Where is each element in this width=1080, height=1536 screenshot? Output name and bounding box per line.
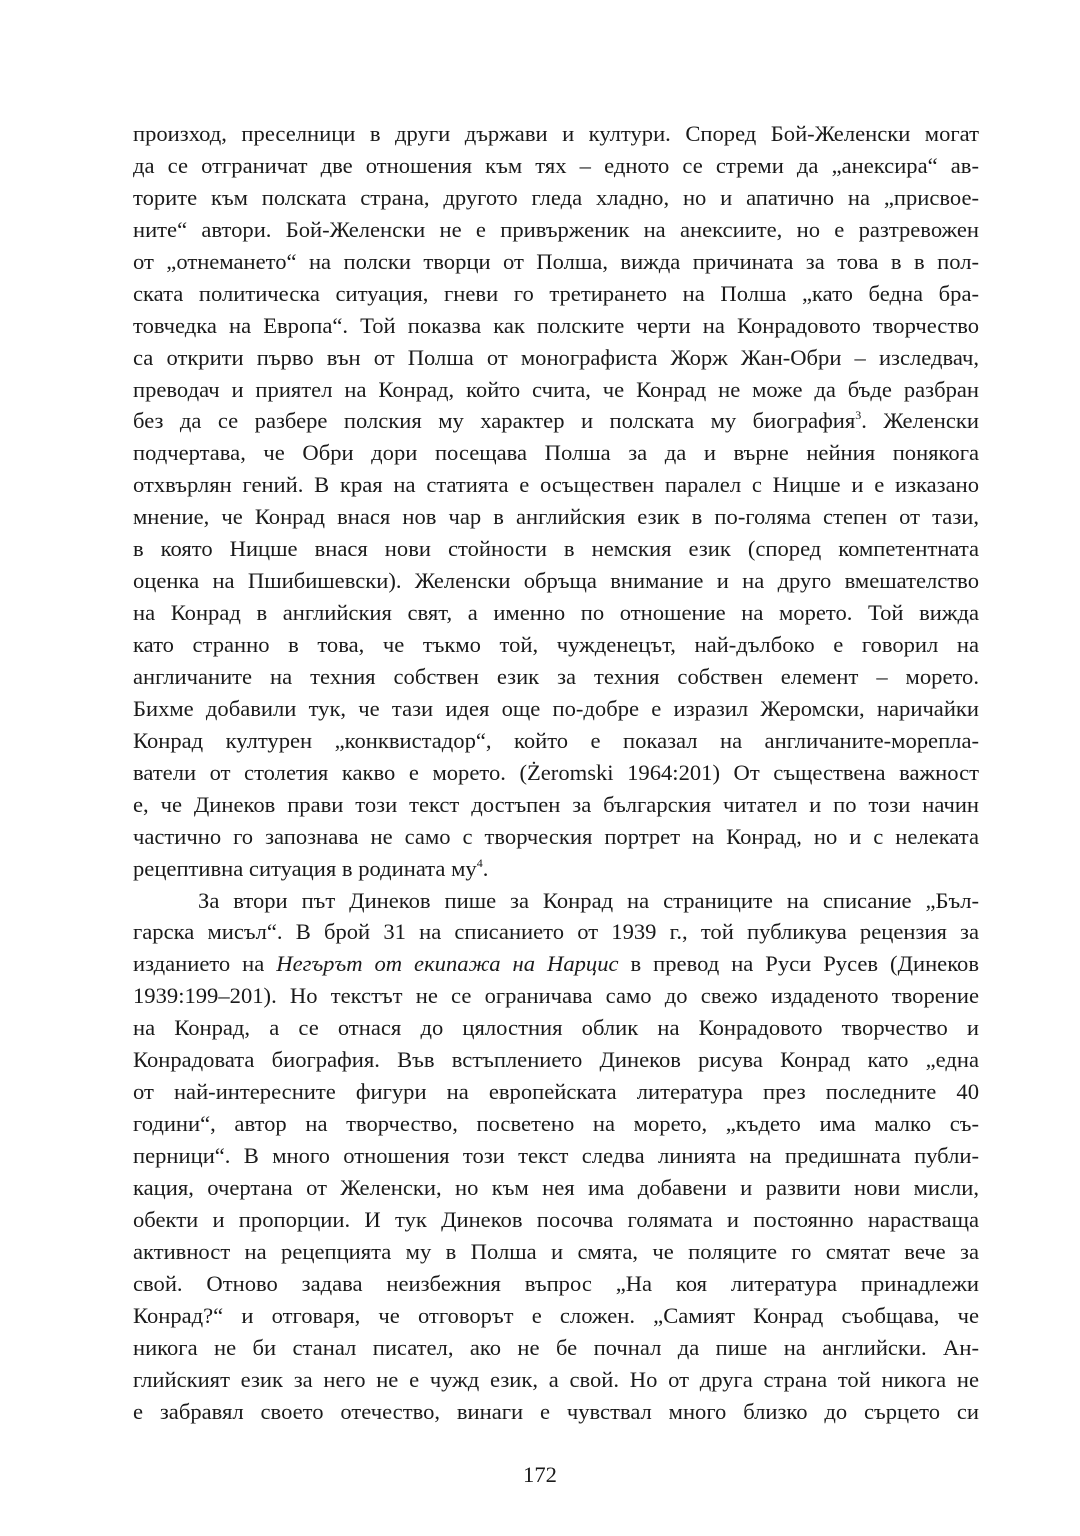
text-line: от най-интересните фигури на европейската литература през последните 40 [133, 1079, 979, 1105]
text-line-with-title [133, 948, 979, 980]
text-line: кация, очертана от Желенски, но към нея има добавени и развити нови мисли, [133, 1174, 979, 1200]
text-line: активност на рецепцията му в Полша и смята, че поляците го смятат вече за [133, 1238, 979, 1264]
text-line: свой. Отново задава неизбежния въпрос „На коя литература принадлежи [133, 1270, 979, 1296]
line-tail: в превод на Руси Русев (Динеков [618, 951, 979, 977]
text-line: обекти и пропорции. И тук Динеков посочва голямата и постоянно нарастваща [133, 1206, 979, 1232]
line-tail: . Желенски [861, 408, 979, 434]
text-line: мнение, че Конрад внася нов чар в английския език в по-голяма степен от тази, [133, 504, 979, 530]
text-line: преводач и приятел на Конрад, който счита, че Конрад не може да бъде разбран [133, 376, 979, 402]
text-line: 1939:199–201). Но текстът не се ограничава само до свежо издаденото творение [133, 983, 979, 1009]
text-line: товчедка на Европа“. Той показва как полските черти на Конрадовото творчество [133, 312, 979, 338]
text-line: оценка на Пшибишевски). Желенски обръща внимание и на друго вмешателство [133, 568, 979, 594]
text-line: Конрадовата биография. Във встъплението Динеков рисува Конрад като „една [133, 1047, 979, 1073]
text-line: подчертава, че Обри дори посещава Полша за да и върне нейния понякога [133, 440, 979, 466]
text-line: англичаните на техния собствен език за техния собствен елемент – морето. [133, 663, 979, 689]
line-text: изданието на [133, 951, 277, 977]
text-line: отхвърлян гений. В края на статията е осъществен паралел с Ницше и е изказано [133, 472, 979, 498]
text-line: ската политическа ситуация, гневи го третирането на Полша „като бедна бра- [133, 280, 979, 306]
text-line: никога не би станал писател, ако не бе почнал да пише на английски. Ан- [133, 1334, 979, 1360]
text-line: Конрад културен „конквистадор“, който е показал на англичаните-морепла- [133, 727, 979, 753]
body-text [133, 118, 979, 1427]
line-tail: . [482, 855, 489, 881]
text-line: е забравял своето отечество, винаги е чувствал много близко до сърцето си [133, 1398, 979, 1424]
text-line: частично го запознава не само с творческия портрет на Конрад, но и с нелеката [133, 823, 979, 849]
text-line: са открити първо вън от Полша от монографиста Жорж Жан-Обри – изследвач, [133, 344, 979, 370]
text-line: глийският език за него не е чужд език, а свой. Но от друга страна той никога не [133, 1366, 979, 1392]
text-line: За втори път Динеков пише за Конрад на страниците на списание „Бъл- [198, 887, 979, 913]
text-line: на Конрад в английския свят, а именно по отношение на морето. Той вижда [133, 600, 979, 626]
text-line: перници“. В много отношения този текст следва линията на предишната публи- [133, 1143, 979, 1168]
text-line: ните“ автори. Бой-Желенски не е привърженик на анексиите, но е разтревожен [133, 216, 979, 242]
text-line: години“, автор на творчество, посветено на морето, „където има малко съ- [133, 1111, 979, 1137]
text-line: гарска мисъл“. В брой 31 на списанието от 1939 г., той публикува рецензия за [133, 919, 979, 945]
text-line: от „отнемането“ на полски творци от Полша, вижда причината за това в в пол- [133, 248, 979, 274]
line-text: рецептивна ситуация в родината му [133, 855, 477, 881]
text-line: в която Ницше внася нови стойности в немския език (според компетентната [133, 536, 979, 562]
text-line: ватели от столетия какво е морето. (Żeromski 1964:201) От съществена важност [133, 759, 979, 785]
text-line: като странно в това, че тъкмо той, чужденецът, най-дълбоко е говорил на [133, 632, 979, 657]
text-line: торите към полската страна, другото гледа хладно, но и апатично на „присвое- [133, 184, 979, 210]
text-line: да се отграничат две отношения към тях – едното се стреми да „анексира“ ав- [133, 152, 979, 178]
book-title: Негърът от екипажа на Нарцис [276, 951, 619, 977]
text-line-with-footnote [133, 853, 979, 885]
text-line: на Конрад, а се отнася до цялостния облик на Конрадовото творчество и [133, 1015, 979, 1041]
text-line-with-footnote [133, 405, 979, 437]
text-line: Бихме добавили тук, че тази идея още по-добре е изразил Жеромски, наричайки [133, 695, 979, 721]
text-line: е, че Динеков прави този текст достъпен за българския читател и по този начин [133, 791, 979, 817]
page-number: 172 [523, 1462, 557, 1487]
footnote-marker[interactable]: 3 [855, 408, 862, 423]
footnote-marker[interactable]: 4 [476, 855, 483, 870]
text-line: произход, преселници в други държави и култури. Според Бой-Желенски могат [133, 121, 979, 146]
line-text: без да се разбере полския му характер и полската му биография [133, 408, 856, 434]
text-line: Конрад?“ и отговаря, че отговорът е сложен. „Самият Конрад съобщава, че [133, 1302, 979, 1328]
